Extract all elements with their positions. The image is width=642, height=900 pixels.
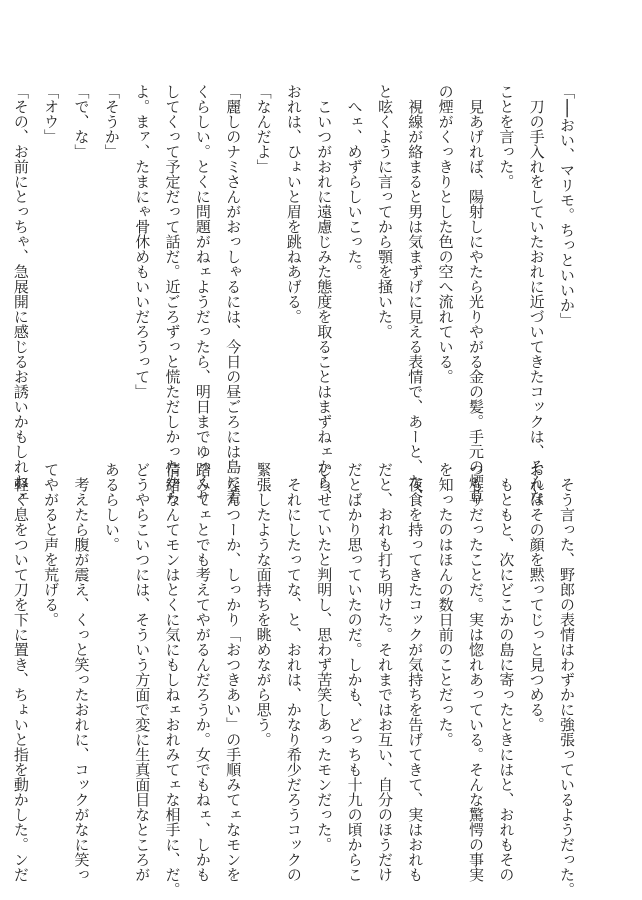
text-line: 緊張したような面持ちを眺めながら思う。: [254, 462, 273, 747]
text-line: してくって予定だって話だ。近ごろずっと慌ただしかったから: [163, 84, 182, 504]
text-line: 「オウ」: [42, 84, 61, 144]
text-line: 「で、な」: [72, 84, 91, 159]
text-line: こいつがおれに遠慮じみた態度を取ることはまずねェから、: [315, 84, 334, 504]
text-line: 「なんだよ」: [254, 84, 273, 174]
text-line: どうやらこいつには、そういう方面で変に生真面目なところが: [133, 462, 152, 882]
text-line: よ。まァ、たまにゃ骨休めもいいだろうって」: [133, 84, 152, 399]
text-line: 夜食を持ってきたコックが気持ちを告げてきて、実はおれも: [406, 462, 425, 882]
upper-text-block: [11, 84, 578, 504]
text-line: と呟くように言ってから顎を掻いた。: [375, 84, 394, 339]
text-line: 「そうか」: [102, 84, 121, 159]
text-line: 「──おい、マリモ。ちっといいか」: [558, 84, 576, 328]
text-line: 「麗しのナミさんがおっしゃるには、今日の昼ごろには島に着: [224, 84, 243, 504]
text-line: だと、おれも打ち明けた。それまではお互い、自分のほうだけ: [375, 462, 394, 882]
text-line: じらせていたと判明し、思わず苦笑しあったモンだった。: [315, 462, 334, 852]
text-line: 視線が絡まると男は気まずげに見える表情で、あーと、な、: [406, 84, 425, 504]
lower-text-block: [11, 462, 578, 897]
text-line: [0, 84, 1, 440]
text-line: つもりだったことだ。実は惚れあっている。そんな驚愕の事実: [466, 462, 485, 882]
text-line: へェ、めずらしいこった。: [345, 84, 364, 279]
text-line: を知ったのはほんの数日前のことだった。: [436, 462, 455, 747]
text-line: [0, 462, 1, 818]
text-line: 考えたら腹が震え、くっと笑ったおれに、コックがなに笑っ: [72, 462, 91, 882]
text-line: 見あげれば、陽射しにやたら光りやがる金の髪。手元の煙草: [466, 84, 485, 504]
text-line: ことを言った。: [497, 84, 516, 189]
text-line: 軽く息をついて刀を下に置き、ちょいと指を動かした。ンだ: [11, 462, 30, 882]
text-line: なんつーか、しっかり「おつきあい」の手順みてェなモンを: [224, 462, 243, 882]
text-line: そう言った、野郎の表情はわずかに強張っているようだった。: [558, 462, 576, 897]
text-line: だとばかり思っていたのだ。しかも、どっちも十九の頃からこ: [345, 462, 364, 882]
text-line: 踏みてェとでも考えてやがるんだろうか。女でもねェ、しかも: [193, 462, 212, 882]
text-line: あるらしい。: [102, 462, 121, 552]
text-line: もともと、次にどこかの島に寄ったときにはと、おれもその: [497, 462, 516, 882]
text-line: 情緒なんてモンはとくに気にもしねェおれみてェな相手に、だ。: [163, 462, 182, 897]
text-line: くらしい。とくに問題がねェようだったら、明日までゆっくり: [193, 84, 212, 504]
text-line: おれは、ひょいと眉を跳ねあげる。: [284, 84, 303, 324]
text-line: それにしたってな、と、おれは、かなり希少だろうコックの: [284, 462, 303, 882]
text-line: 刀の手入れをしていたおれに近づいてきたコックは、そんな: [527, 84, 546, 504]
text-line: の煙がくっきりとした色の空へ流れている。: [436, 84, 455, 384]
text-line: おれはその顔を黙ってじっと見つめる。: [527, 462, 546, 732]
text-line: 「その、お前にとっちゃ、急展開に感じるお誘いかもしれねェ: [11, 84, 30, 504]
text-line: てやがると声を荒げる。: [42, 462, 61, 627]
